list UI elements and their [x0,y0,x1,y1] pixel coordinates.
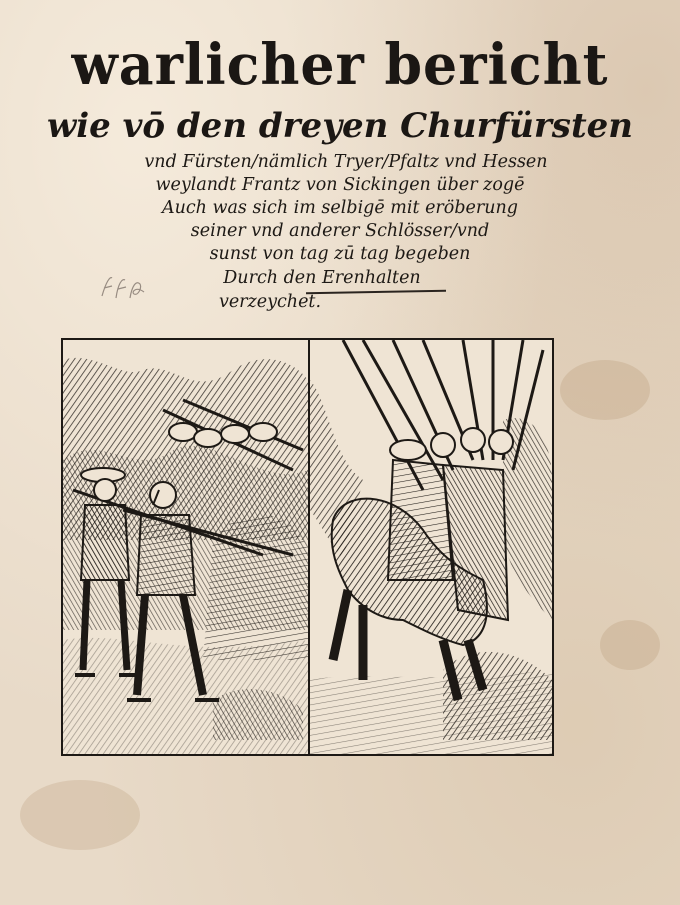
pencil-annotation [98,272,150,302]
right-panel [310,340,552,754]
text-line: weylandt Frantz von Sickingen über zogē [155,175,525,195]
text-line: vnd Fürsten/nämlich Tryer/Pfaltz vnd Hessen [144,152,548,172]
left-panel [63,358,308,754]
text-line: Auch was sich im selbigē mit eröberung [161,198,519,218]
text-line: sunst von tag zū tag begeben [209,244,471,264]
title-line-2: wie vō den dreyen Churfürsten [46,106,634,146]
woodcut-illustration [61,338,554,756]
text-line: Durch den Erenhalten [223,268,421,288]
text-line: seiner vnd anderer Schlösser/vnd [190,221,490,241]
title-line-1: warlicher bericht [71,32,609,98]
paper-stain [560,360,650,420]
paper-stain [20,780,140,850]
text-line: verzeychet. [218,292,322,312]
paper-stain [600,620,660,670]
